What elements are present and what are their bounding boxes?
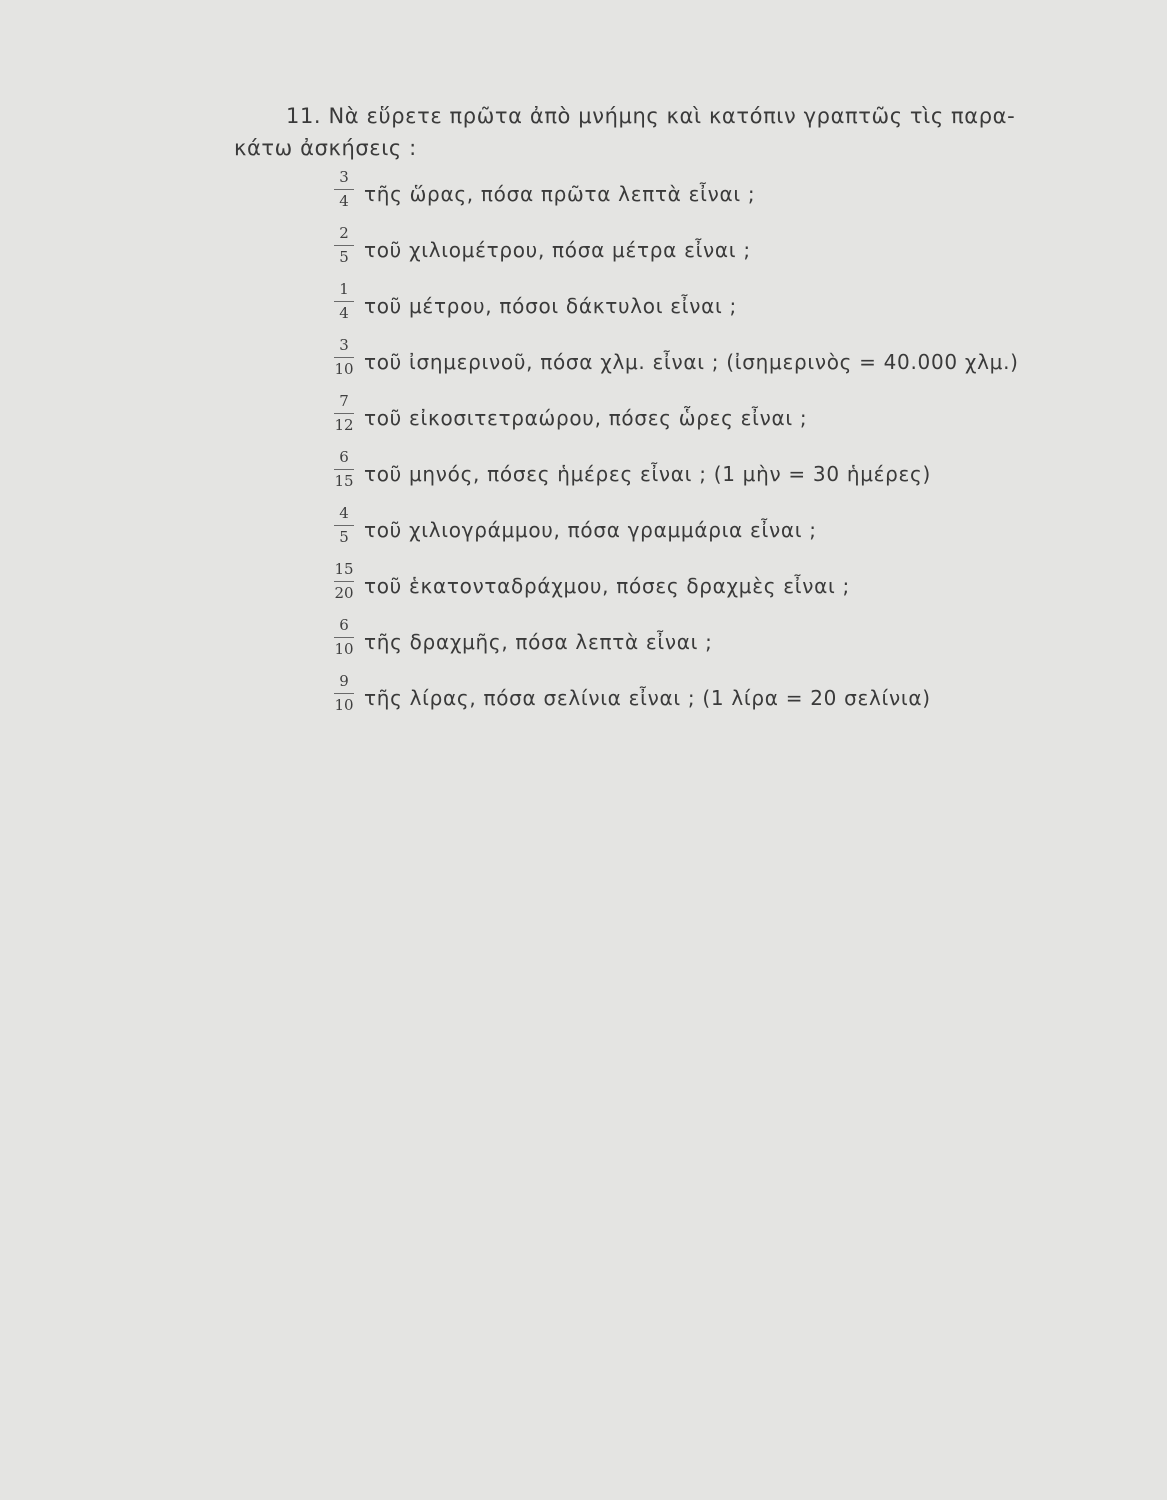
fraction-numerator: 15 bbox=[334, 560, 354, 578]
exercise-text: τῆς ὥρας, πόσα πρῶτα λεπτὰ εἶναι ; bbox=[364, 182, 756, 206]
exercise-item bbox=[328, 448, 1158, 504]
fraction-numerator: 4 bbox=[339, 504, 349, 522]
fraction bbox=[328, 672, 360, 720]
exercise-item bbox=[328, 224, 1158, 280]
fraction-denominator: 15 bbox=[334, 472, 354, 490]
fraction-numerator: 6 bbox=[339, 448, 349, 466]
fraction-bar bbox=[334, 469, 354, 470]
fraction-bar bbox=[334, 189, 354, 190]
fraction-bar bbox=[334, 693, 354, 694]
exercise-text: τοῦ ἑκατονταδράχμου, πόσες δραχμὲς εἶναι ; bbox=[364, 574, 850, 598]
fraction-bar bbox=[334, 581, 354, 582]
fraction-denominator: 10 bbox=[334, 696, 354, 714]
fraction bbox=[328, 504, 360, 552]
fraction bbox=[328, 336, 360, 384]
exercise-text: τῆς δραχμῆς, πόσα λεπτὰ εἶναι ; bbox=[364, 630, 713, 654]
fraction-denominator: 5 bbox=[339, 248, 349, 266]
fraction-numerator: 9 bbox=[339, 672, 349, 690]
fraction-denominator: 20 bbox=[334, 584, 354, 602]
exercise-item bbox=[328, 280, 1158, 336]
fraction-denominator: 10 bbox=[334, 640, 354, 658]
fraction bbox=[328, 616, 360, 664]
fraction bbox=[328, 280, 360, 328]
exercise-text: τοῦ ἰσημερινοῦ, πόσα χλμ. εἶναι ; (ἰσημερινὸς = 40.000 χλμ.) bbox=[364, 350, 1019, 374]
exercise-item bbox=[328, 672, 1158, 728]
heading-line-1: 11. Νὰ εὕρετε πρῶτα ἀπὸ μνήμης καὶ κατόπιν γραπτῶς τὶς παρα- bbox=[286, 104, 1016, 128]
exercise-item bbox=[328, 616, 1158, 672]
exercise-item bbox=[328, 392, 1158, 448]
exercise-text: τοῦ μηνός, πόσες ἡμέρες εἶναι ; (1 μὴν = 30 ἡμέρες) bbox=[364, 462, 931, 486]
fraction bbox=[328, 392, 360, 440]
exercise-item bbox=[328, 560, 1158, 616]
fraction bbox=[328, 448, 360, 496]
fraction-denominator: 10 bbox=[334, 360, 354, 378]
exercise-text: τῆς λίρας, πόσα σελίνια εἶναι ; (1 λίρα = 20 σελίνια) bbox=[364, 686, 931, 710]
fraction bbox=[328, 560, 360, 608]
exercise-text: τοῦ χιλιογράμμου, πόσα γραμμάρια εἶναι ; bbox=[364, 518, 817, 542]
fraction-denominator: 4 bbox=[339, 304, 349, 322]
exercise-heading bbox=[234, 100, 1154, 164]
fraction-bar bbox=[334, 637, 354, 638]
fraction bbox=[328, 168, 360, 216]
exercise-text: τοῦ χιλιομέτρου, πόσα μέτρα εἶναι ; bbox=[364, 238, 751, 262]
exercise-text: τοῦ εἰκοσιτετραώρου, πόσες ὧρες εἶναι ; bbox=[364, 406, 808, 430]
fraction-bar bbox=[334, 413, 354, 414]
fraction-bar bbox=[334, 357, 354, 358]
fraction-numerator: 2 bbox=[339, 224, 349, 242]
fraction-numerator: 1 bbox=[339, 280, 349, 298]
fraction-denominator: 4 bbox=[339, 192, 349, 210]
exercise-item bbox=[328, 336, 1158, 392]
exercise-list bbox=[328, 168, 1158, 728]
fraction-bar bbox=[334, 525, 354, 526]
fraction-denominator: 5 bbox=[339, 528, 349, 546]
exercise-text: τοῦ μέτρου, πόσοι δάκτυλοι εἶναι ; bbox=[364, 294, 737, 318]
fraction-numerator: 3 bbox=[339, 168, 349, 186]
fraction bbox=[328, 224, 360, 272]
fraction-denominator: 12 bbox=[334, 416, 354, 434]
exercise-item bbox=[328, 168, 1158, 224]
heading-line-2: κάτω ἀσκήσεις : bbox=[234, 136, 417, 160]
exercise-item bbox=[328, 504, 1158, 560]
fraction-numerator: 7 bbox=[339, 392, 349, 410]
fraction-bar bbox=[334, 301, 354, 302]
fraction-bar bbox=[334, 245, 354, 246]
fraction-numerator: 3 bbox=[339, 336, 349, 354]
fraction-numerator: 6 bbox=[339, 616, 349, 634]
